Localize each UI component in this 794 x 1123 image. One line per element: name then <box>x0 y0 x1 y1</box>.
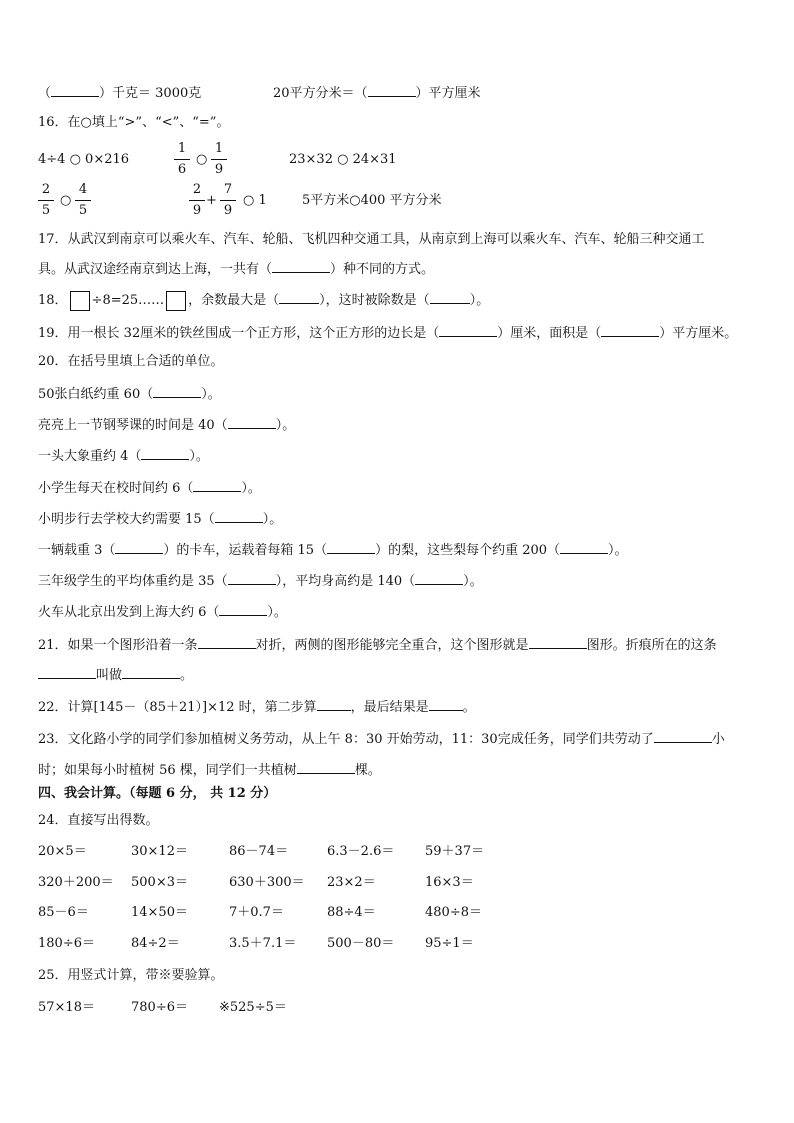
answer-blank[interactable] <box>38 664 96 679</box>
compare-circle[interactable]: ○ <box>60 193 72 208</box>
q25-item: ※525÷5＝ <box>219 1000 287 1015</box>
q24-problem: 6.3－2.6＝ <box>327 844 395 859</box>
answer-blank[interactable] <box>193 477 241 492</box>
answer-blank[interactable] <box>279 289 319 304</box>
q21-line1: 21．如果一个图形沿着一条 对折，两侧的图形能够完全重合，这个图形就是 图形。折痕所在的这条 <box>38 634 717 656</box>
q15-part2: 20平方分米＝（ ）平方厘米 <box>273 82 481 104</box>
q20-line3: 一头大象重约 4（ ）。 <box>38 445 209 467</box>
q18-line: 18． ÷8=25…… ，余数最大是（ ），这时被除数是（ ）。 <box>38 289 489 311</box>
q25-item: 780÷6＝ <box>131 1000 188 1015</box>
q24-problem: 30×12＝ <box>131 844 188 859</box>
q24-problem: 84÷2＝ <box>131 936 180 951</box>
answer-blank[interactable] <box>327 539 375 554</box>
q16-title: 16．在○填上“>”、“<”、“=”。 <box>38 115 230 130</box>
answer-blank[interactable] <box>317 696 351 711</box>
q23-line2: 时；如果每小时植树 56 棵，同学们一共植树 棵。 <box>38 759 381 781</box>
q20-line5: 小明步行去学校大约需要 15（ ）。 <box>38 508 282 530</box>
q24-problem: 3.5＋7.1＝ <box>229 936 297 951</box>
q17-line2: 具。从武汉途经南京到达上海，一共有（ ）种不同的方式。 <box>38 258 434 280</box>
answer-blank[interactable] <box>297 759 355 774</box>
answer-blank[interactable] <box>601 322 659 337</box>
compare-circle[interactable]: ○ <box>196 152 208 167</box>
q25-title: 25．用竖式计算，带※要验算。 <box>38 968 224 983</box>
fraction: $\frac{7}{9}$ <box>220 181 236 220</box>
plus-sign: + <box>206 193 217 208</box>
answer-blank[interactable] <box>153 383 201 398</box>
q20-line4: 小学生每天在校时间约 6（ ）。 <box>38 477 261 499</box>
q16-item-e-tail: ○ 1 <box>243 193 267 208</box>
fraction: $\frac{4}{5}$ <box>75 181 91 220</box>
answer-blank[interactable] <box>529 634 587 649</box>
q24-problem: 480÷8＝ <box>425 905 482 920</box>
q20-title: 20．在括号里填上合适的单位。 <box>38 354 224 369</box>
answer-blank[interactable] <box>141 445 189 460</box>
fraction: $\frac{1}{6}$ <box>174 140 190 179</box>
q24-problem: 95÷1＝ <box>425 936 474 951</box>
q15-line: （ ）千克＝ 3000克 <box>38 82 201 104</box>
q24-problem: 85－6＝ <box>38 905 89 920</box>
q24-problem: 7＋0.7＝ <box>229 905 284 920</box>
answer-blank[interactable] <box>368 82 416 97</box>
answer-box[interactable] <box>166 291 186 311</box>
answer-blank[interactable] <box>415 570 463 585</box>
answer-blank[interactable] <box>215 508 263 523</box>
fraction: $\frac{2}{9}$ <box>189 181 205 220</box>
answer-blank[interactable] <box>115 539 163 554</box>
q24-problem: 500－80＝ <box>327 936 395 951</box>
answer-blank[interactable] <box>560 539 608 554</box>
q24-problem: 88÷4＝ <box>327 905 376 920</box>
q24-problem: 500×3＝ <box>131 875 188 890</box>
q24-problem: 20×5＝ <box>38 844 87 859</box>
q16-item-c: 23×32 ○ 24×31 <box>289 152 397 167</box>
q20-line8: 火车从北京出发到上海大约 6（ ）。 <box>38 601 287 623</box>
q20-line6: 一辆载重 3（ ）的卡车，运载着每箱 15（ ）的梨，这些梨每个约重 200（ ）。 <box>38 539 628 561</box>
q24-problem: 320＋200＝ <box>38 875 114 890</box>
q16-item-a: 4÷4 ○ 0×216 <box>38 152 130 167</box>
q20-line2: 亮亮上一节钢琴课的时间是 40（ ）。 <box>38 414 295 436</box>
answer-blank[interactable] <box>654 728 712 743</box>
answer-blank[interactable] <box>430 289 470 304</box>
answer-blank[interactable] <box>429 696 463 711</box>
q24-title: 24．直接写出得数。 <box>38 813 159 828</box>
q20-line7: 三年级学生的平均体重约是 35（ ），平均身高约是 140（ ）。 <box>38 570 483 592</box>
fraction: $\frac{1}{9}$ <box>211 140 227 179</box>
q24-problem: 59＋37＝ <box>425 844 485 859</box>
q21-line2: 叫做 。 <box>38 664 193 686</box>
q22-line: 22．计算[145－（85＋21）]×12 时，第二步算 ，最后结果是 。 <box>38 696 476 718</box>
q24-problem: 180÷6＝ <box>38 936 95 951</box>
q17-line1: 17．从武汉到南京可以乘火车、汽车、轮船、飞机四种交通工具，从南京到上海可以乘火车、汽车、轮船三种交通工 <box>38 232 705 247</box>
answer-blank[interactable] <box>198 634 256 649</box>
q19-line: 19．用一根长 32厘米的铁丝围成一个正方形，这个正方形的边长是（ ）厘米，面积是（ ）平方厘米。 <box>38 322 737 344</box>
answer-box[interactable] <box>70 291 90 311</box>
answer-blank[interactable] <box>51 82 99 97</box>
q24-problem: 14×50＝ <box>131 905 188 920</box>
q16-item-f: 5平方米○400 平方分米 <box>302 193 442 208</box>
answer-blank[interactable] <box>439 322 497 337</box>
q23-line1: 23．文化路小学的同学们参加植树义务劳动，从上午 8：30 开始劳动，11：30完成任务，同学们共劳动了 小 <box>38 728 725 750</box>
answer-blank[interactable] <box>228 414 276 429</box>
answer-blank[interactable] <box>228 570 276 585</box>
q24-problem: 23×2＝ <box>327 875 376 890</box>
answer-blank[interactable] <box>219 601 267 616</box>
fraction: $\frac{2}{5}$ <box>38 181 54 220</box>
q20-line1: 50张白纸约重 60（ ）。 <box>38 383 221 405</box>
q24-problem: 630＋300＝ <box>229 875 305 890</box>
section-heading: 四、我会计算。（每题 6 分， 共 12 分） <box>38 786 277 801</box>
answer-blank[interactable] <box>122 664 180 679</box>
q25-item: 57×18＝ <box>38 1000 95 1015</box>
answer-blank[interactable] <box>272 258 330 273</box>
q24-problem: 16×3＝ <box>425 875 474 890</box>
q24-problem: 86－74＝ <box>229 844 289 859</box>
